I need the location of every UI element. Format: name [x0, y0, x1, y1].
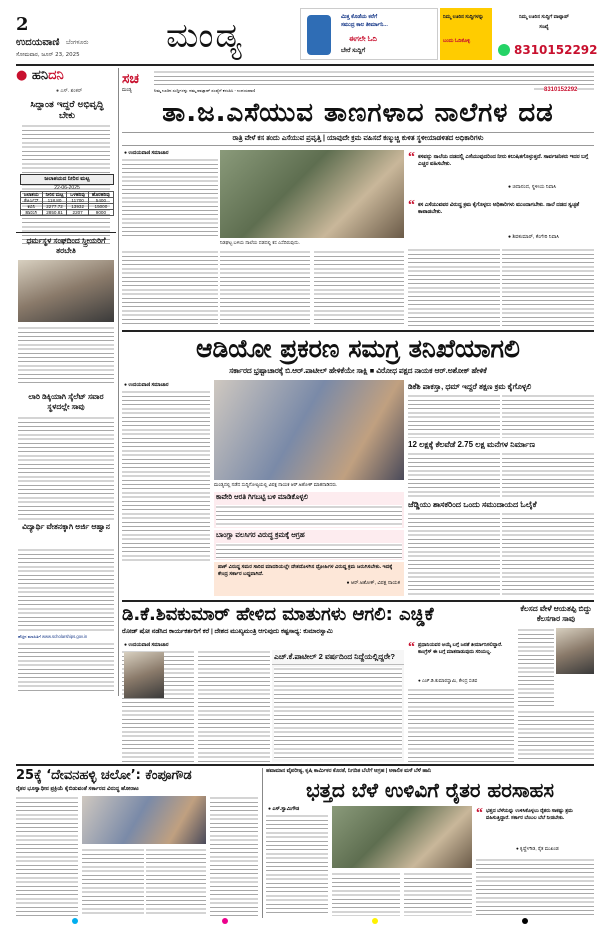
dks-headline: ಡಿ.ಕೆ.ಶಿವಕುಮಾರ್ ಹೇಳಿದ ಮಾತುಗಳು ಆಗಲಿ: ಎಚ್ಡಿಕೆ [122, 604, 434, 625]
lead-quote1: ಕಸವನ್ನು ನಾಲೆಯ ದಡದಲ್ಲಿ ಎಸೆಯುವುದರಿಂದ ನೀರು ಕಲುಷಿತಗೊಳ್ಳುತ್ತದೆ. ಸಾರ್ವಜನಿಕರು ಇದರ ಬಗ್ಗೆ ಎಚ್ಚರ ವಹಿಸಬೇಕು. [418, 154, 589, 167]
honey-headline: ಸಿದ್ದಾಂತ ಇದ್ದರೆ ಅಭಿವೃದ್ಧಿ ಬೇಕು [30, 100, 104, 121]
cauvery-box [214, 492, 404, 528]
paddy-byline: ● ಎಸ್.ಸ್ವಾಮಿಗೌಡ [268, 806, 300, 812]
dharmasthala-headline: ಧರ್ಮಸ್ಥಳ ಸಂಘದಿಂದ ಸ್ತ್ರೀಯರಿಗೆ ತರಬೇತಿ [26, 236, 106, 255]
masthead [0, 0, 600, 64]
reservoir-table [20, 174, 114, 216]
dks-dhum-headline: ಡಿಕೆಶಿ ಪಾಕಸ್ತಾ, ಧಮ್ ಇದ್ದರೆ ತಕ್ಷಣ ಕ್ರಮ ಕೈಗೊಳ್ಳಲಿ [408, 382, 532, 391]
whatsapp-icon [498, 44, 510, 56]
paddy-quote-box [476, 806, 594, 854]
patil-headline: ಎಚ್.ಕೆ.ಪಾಟೀಲ್ 2 ವರ್ಷದಿಂದ ನಿದ್ದೆಯಲ್ಲಿದ್ದರೇ? [272, 650, 404, 665]
lead-quote1-box [408, 150, 594, 194]
brand-sub: ಮಂಡ್ಯ [122, 87, 132, 92]
table-cell: 2850.81 [42, 210, 67, 216]
edition-city: ಬೆಂಗಳೂರು [66, 39, 89, 46]
logo-honey: ಹನಿ [31, 68, 49, 83]
brand-logo: ಸಚ [122, 70, 139, 86]
bangla-headline: ಬಾಂಗ್ಲಾ ವಲಸಿಗರ ವಿರುದ್ಧ ಕ್ರಮಕ್ಕೆ ಆಗ್ರಹ [216, 532, 305, 539]
jds-headline: ಜೆಡ್ಡಿಯು ಶಾಸಕರಿಂದ ಒಂದು ಸಮುದಾಯದ ಓಲೈಕೆ [408, 500, 537, 509]
logo-dani: ದನಿ [48, 68, 64, 83]
honey-logo [16, 68, 64, 83]
table-cell: 15000 [88, 204, 113, 210]
drop-icon: ● [16, 68, 28, 83]
table-cell: 9000 [88, 210, 113, 216]
cauvery-headline: ಕಾವೇರಿ ಆರತಿ ಗಿಗಬಟ್ಟಿ ಬಳಿ ಮಾಡಿಕೊಳ್ಳಲಿ [216, 494, 309, 501]
quote-mark-icon: “ [408, 198, 415, 213]
lead-subhead: ರಾತ್ರಿ ವೇಳೆ ಕಸ ತಂದು ಎಸೆಯುವ ಪ್ರವೃತ್ತಿ | ಯಾವುದೇ ಕ್ರಮ ವಹಿಸದೆ ಕಣ್ಮುಚ್ಚಿ ಕುಳಿತ ಸ್ಥಳೀಯಾಡಳಿತದ ಅಧಿಕಾರಿಗಳು [122, 132, 594, 146]
table-header-cell: ಹೊರಹರಿವು [88, 192, 113, 198]
table-cell: ಹಾರಂಗಿ [21, 210, 43, 216]
promo-phone[interactable]: 8310152292 [544, 87, 578, 93]
audio-dateline: ● ಉದಯವಾಣಿ ಸಮಾಚಾರ [124, 382, 169, 388]
ad2-line2: ಬಂದು ಓದಿಕೊಳ್ಳಿ [443, 38, 471, 44]
paddy-field-photo [332, 806, 472, 868]
chalo-subhead: ರೈತರ ಭೂಸ್ವಾಧೀನ ಪ್ರಕ್ರಿಯೆ ಕೈಬಿಡುವಂತೆ ಸರ್ಕಾರದ ವಿರುದ್ಧ ಹೋರಾಟ [16, 786, 139, 792]
lead-dateline: ● ಉದಯವಾಣಿ ಸಮಾಚಾರ [124, 150, 169, 156]
dks-quote: ಪ್ರಧಾನಿಯವರ ಆಯ್ಕೆ ಬಗ್ಗೆ ಜನತೆ ತೀರ್ಮಾನಿಸಲಿದ್ದಾರೆ. ಕಾಂಗ್ರೆಸ್ ಈ ಬಗ್ಗೆ ಮಾತನಾಡುವುದು ಸರಿಯಲ್ಲ. [418, 642, 503, 655]
lead-quote2: ಕಸ ಎಸೆಯುವವರ ವಿರುದ್ಧ ಕ್ರಮ ಕೈಗೊಳ್ಳಲು ಅಧಿಕಾರಿಗಳು ಮುಂದಾಗಬೇಕು. ನಾಲೆ ದಡದ ಸ್ವಚ್ಛತೆ ಕಾಪಾಡಬೇಕು. [418, 202, 580, 215]
scholarship-headline: ವಿದ್ಯಾರ್ಥಿ ವೇತನಕ್ಕಾಗಿ ಅರ್ಜಿ ಆಹ್ವಾನ [22, 522, 110, 531]
table-cell: ಕೆಆರ್ಎಸ್ [21, 198, 43, 204]
lead-quote2-box [408, 198, 594, 242]
quote-mark-icon: “ [476, 806, 483, 821]
paddy-headline: ಭತ್ತದ ಬೆಳೆ ಉಳಿವಿಗೆ ರೈತರ ಹರಸಾಹಸ [305, 778, 555, 802]
lorry-accident-headline: ಲಾರಿ ಡಿಕ್ಕಿಯಾಗಿ ಸ್ಕೆಲೆಟ್ ಸವಾರ ಸ್ಥಳದಲ್ಲೇ ಸಾವು [28, 392, 104, 411]
ad3-line2: ಸಂಖ್ಯೆ [539, 24, 549, 30]
brand-box [122, 70, 150, 98]
print-registration-marks [0, 918, 600, 926]
audio-quote: ಪಾಕ್ ವಿರುದ್ಧ ಸಮರ ಸಾರಿದ ಮಾದರಿಯಲ್ಲೇ ದೇಶದೊಳಗಿನ ದ್ರೋಹಿಗಳ ವಿರುದ್ಧ ಕ್ರಮ ಜರುಗಿಸಬೇಕು. ಇದಕ್ಕೆ ಕೇಂದ್ರ ಸರ್ಕಾರ ಬದ್ಧವಾಗಿದೆ. [218, 564, 393, 577]
audio-headline: ಆಡಿಯೋ ಪ್ರಕರಣ ಸಮಗ್ರ ತನಿಖೆಯಾಗಲಿ [196, 334, 520, 363]
ad1-line2: ಸಮುದ್ರ ಕಾಲ ತೀರ್ಮಾನಿ... [341, 22, 388, 28]
ad2-line1: ನಿಮ್ಮ ಊರಿನ ಸುದ್ದಿಗಳನ್ನು [443, 14, 484, 20]
audio-quote-by: ● ಆರ್.ಅಶೋಕ್, ವಿಪಕ್ಷ ನಾಯಕ [346, 580, 400, 586]
quote-mark-icon: “ [408, 150, 415, 165]
ad1-line1: ಮಿತ್ತ ಕೊಡೆಯ ಕರೆಗೆ [341, 14, 378, 20]
table-header-cell: ಜಲಾಶಯ [21, 192, 43, 198]
audio-subhead: ಸರ್ಕಾರದ ಭ್ರಷ್ಟಾಚಾರಕ್ಕೆ ಬಿ.ಆರ್.ಪಾಟೀಲ್ ಹೇಳಿಕೆಯೇ ಸಾಕ್ಷಿ ■ ವಿರೋಧ ಪಕ್ಷದ ನಾಯಕ ಆರ್.ಅಶೋಕ್ ಹೇಳಿಕೆ [229, 366, 487, 375]
table-title: ಜಲಾಶಯದ ನೀರಿನ ಮಟ್ಟ [20, 174, 114, 185]
chalo-headline: 25ಕ್ಕೆ ‘ದೇವನಹಳ್ಳಿ ಚಲೋ’: ಕೆಂಪೂಗೌಡ [16, 768, 192, 783]
houses-headline: 12 ಲಕ್ಷಕ್ಕೆ ಕೆಲವೆಡೆ 2.75 ಲಕ್ಷ ಮನೆಗಳ ನಿರ್ಮಾಣ [408, 440, 535, 449]
audio-caption: ಮಂಡ್ಯದಲ್ಲಿ ನಡೆದ ಸುದ್ದಿಗೋಷ್ಠಿಯಲ್ಲಿ ವಿಪಕ್ಷ ನಾಯಕ ಆರ್.ಅಶೋಕ್ ಮಾತನಾಡಿದರು. [214, 482, 338, 487]
lead-quote2-by: ● ಶಿವಕುಮಾರ್, ಕೆಂಗೇರಿ ನಿವಾಸಿ [508, 234, 560, 240]
district-title: ಮಂಡ್ಯ [166, 16, 244, 56]
table-cell: ಕಬಿನಿ [21, 204, 43, 210]
lead-caption: ನಿಡಘಟ್ಟ ಬಳಿಯ ನಾಲೆಯ ದಡದಲ್ಲಿ ಕಸ ಎಸೆದಿರುವುದು. [220, 240, 301, 245]
lead-headline: ತಾ.ಜ.ಎಸೆಯುವ ತಾಣಗಳಾದ ನಾಲೆಗಳ ದಡ [162, 98, 554, 128]
worker-death-headline: ಕೆಲಸದ ವೇಳೆ ಆಯತಪ್ಪಿ ಬಿದ್ದು ಕೆಲಸಗಾರ ಸಾವು [520, 604, 592, 623]
dks-dateline: ● ಉದಯವಾಣಿ ಸಮಾಚಾರ [124, 642, 169, 648]
table-cell: 2207 [67, 210, 88, 216]
audio-quote-box [214, 562, 404, 596]
ad-newsapp[interactable] [300, 8, 438, 60]
table-header-cell: ಒಳಹರಿವು [67, 192, 88, 198]
lead-quote1-by: ● ಚಿದಾನಂದ, ಸ್ಥಳೀಯ ನಿವಾಸಿ [508, 184, 557, 190]
patil-box [272, 650, 404, 762]
ad3-line1: ನಿಮ್ಮ ಊರಿನ ಸುದ್ದಿಗೆ ವಾಟ್ಸಾಪ್ [519, 14, 569, 20]
honey-byline: ● ಎಸ್. ಶಂಕರ್ [56, 88, 83, 94]
table-cell: 11700 [67, 198, 88, 204]
worker-photo [556, 628, 594, 674]
table-cell: 13932 [67, 204, 88, 210]
paddy-kicker: ಹವಾಮಾನ ವೈಪರೀತ್ಯ, ಕೃಷಿ ಕಾರ್ಮಿಕರ ಕೊರತೆ, ನಿಗದಿತ ಬೆಲೆಗೆ ಆಗ್ರಹ | ಅಕಾಲಿಕ ಮಳೆ ಬೆಳೆ ಹಾನಿ [266, 768, 432, 774]
table-cell: 5400 [88, 198, 113, 204]
training-photo [18, 260, 114, 322]
table-row [21, 210, 114, 216]
issue-date: ಸೋಮವಾರ, ಜೂನ್ 23, 2025 [16, 52, 80, 58]
scholarship-url[interactable]: ಹೆಚ್ಚಿನ ಮಾಹಿತಿಗೆ www.scholarships.gov.in [18, 634, 88, 639]
bangla-box [214, 530, 404, 560]
dks-quote-by: ● ಎಚ್.ಡಿ.ಕುಮಾರಸ್ವಾಮಿ, ಕೇಂದ್ರ ಸಚಿವ [418, 678, 478, 683]
canal-garbage-photo [220, 150, 404, 238]
press-meet-photo [214, 380, 404, 480]
ad-phone-number[interactable]: 8310152292 [514, 43, 598, 57]
table-date: 22-06-2025 [54, 185, 80, 191]
table-cell: 118.80 [42, 198, 67, 204]
protest-photo [82, 796, 206, 844]
paddy-quote-by: ● ಕೃಷ್ಣೇಗೌಡ, ರೈತ ಮುಖಂಡ [516, 846, 559, 851]
paper-name: ಉದಯವಾಣಿ [16, 37, 60, 48]
paddy-quote: ಭತ್ತದ ಬೆಳೆಯನ್ನು ಉಳಿಸಿಕೊಳ್ಳಲು ರೈತರು ಸಾಕಷ್ಟು ಶ್ರಮ ವಹಿಸುತ್ತಿದ್ದಾರೆ. ಸರ್ಕಾರ ಬೆಂಬಲ ಬೆಲೆ ನೀಡಬೇಕು. [486, 808, 573, 821]
table-cell: 2277.72 [42, 204, 67, 210]
dks-subhead: ರೋಡ್ ಷೋ ನಡೆಸಿದ ಕಾರ್ಯಕರ್ತರಿಗೆ ಕರೆ | ದೇಶದ ಮುಖ್ಯಮಂತ್ರಿ ಆಗುವುದು ಕಷ್ಟಸಾಧ್ಯ: ಕುಮಾರಸ್ವಾಮಿ [122, 628, 333, 635]
ad1-line4: ಬೇರೆ ಸುದ್ದಿಗೆ [341, 48, 366, 54]
hdk-portrait [124, 652, 164, 698]
ad-whatsapp[interactable] [494, 8, 598, 60]
quote-mark-icon: “ [408, 640, 415, 655]
page-number: 2 [16, 14, 29, 35]
ad-local-news[interactable] [440, 8, 492, 60]
table-header-cell: ನೀರಿನ ಮಟ್ಟ [42, 192, 67, 198]
reservoir-data-table [20, 191, 114, 216]
ad1-line3: ಈಗಲೇ ಓದಿ [349, 36, 377, 43]
promo-strip [154, 70, 594, 96]
dks-quote-box [408, 640, 514, 684]
promo-text: ನಿಮ್ಮ ಊರಿನ ಸುದ್ದಿಗಳನ್ನು ನಮ್ಮ ವಾಟ್ಸಾಪ್ ಸಂಖ್ಯೆಗೆ ಕಳುಹಿಸಿ - ಉದಯವಾಣಿ [154, 88, 534, 93]
phone-graphic-icon [307, 15, 331, 55]
